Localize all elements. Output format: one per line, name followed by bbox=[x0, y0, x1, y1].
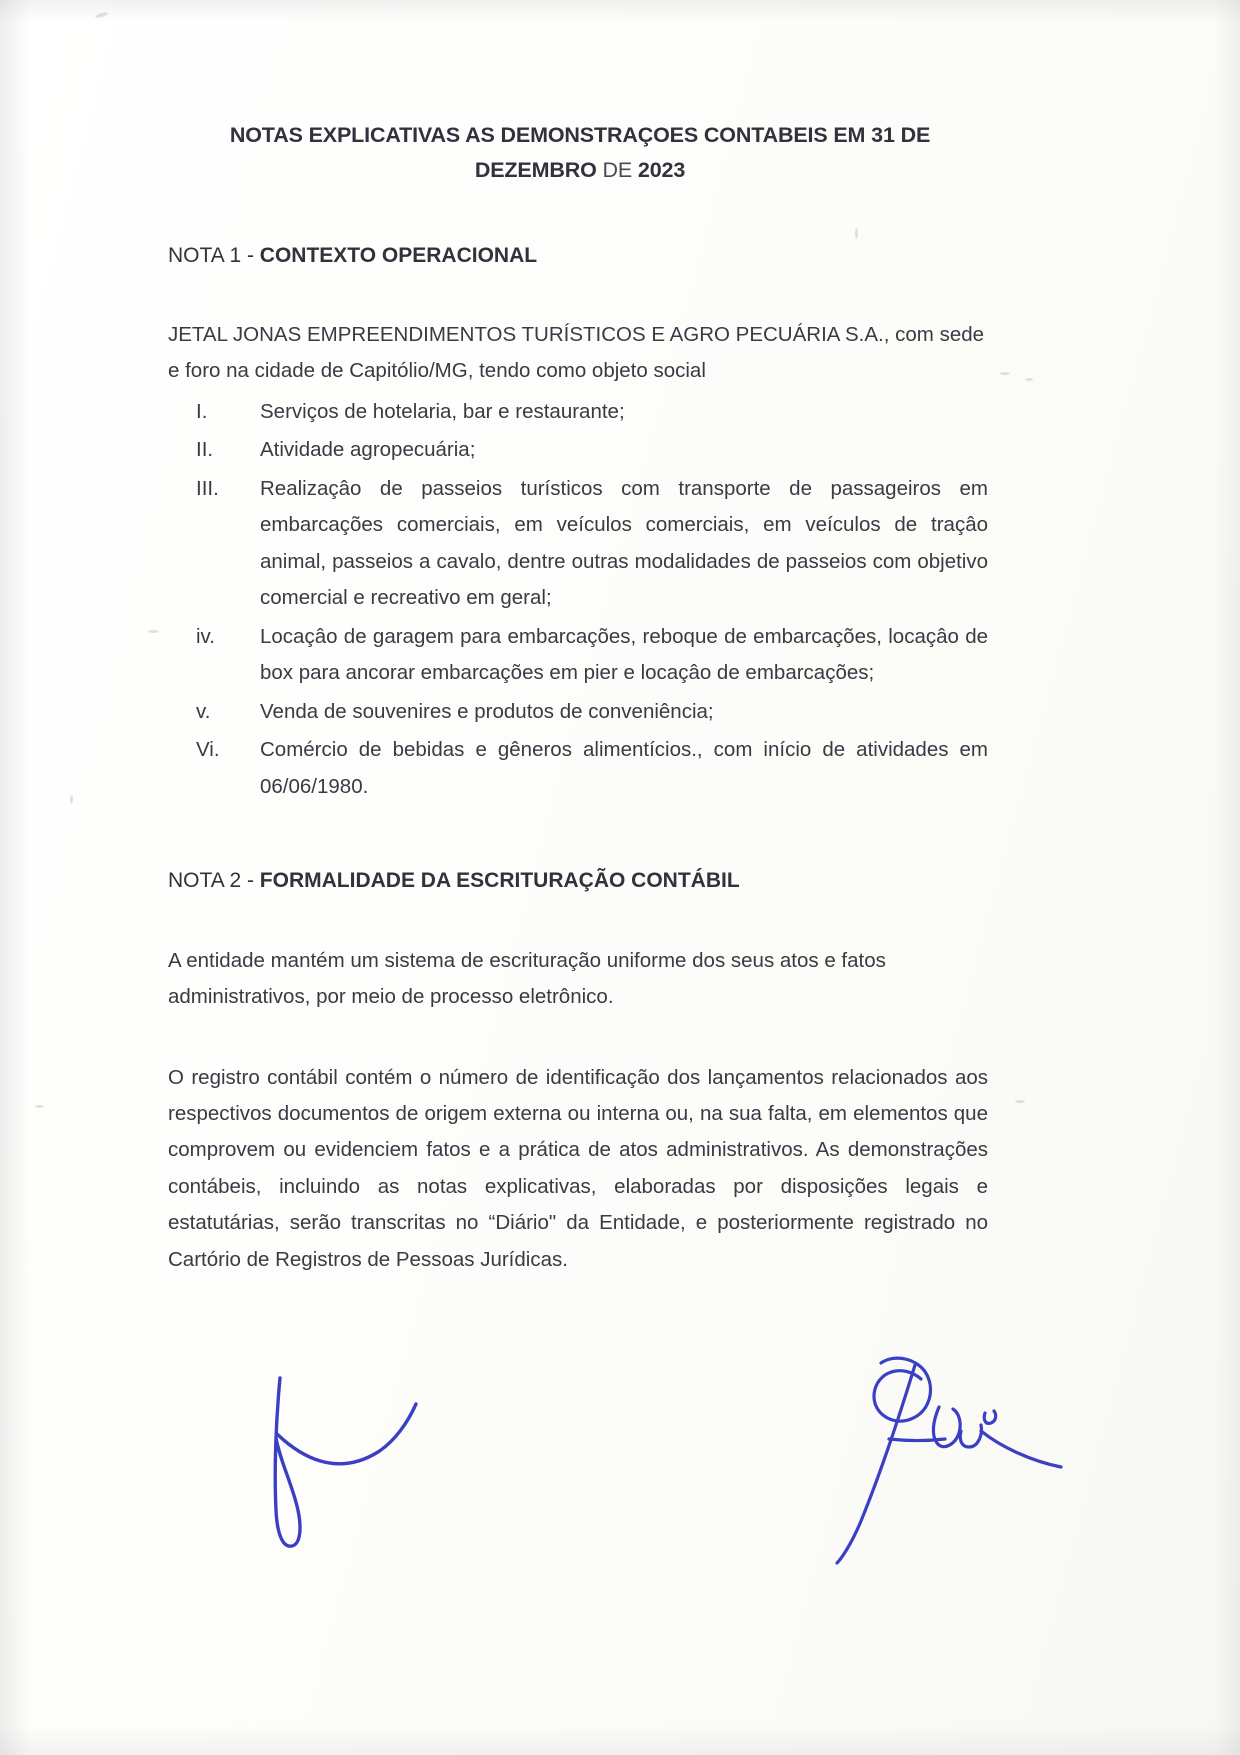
scan-edge-shadow-right bbox=[1214, 0, 1240, 1755]
list-item bbox=[168, 394, 988, 430]
document-content bbox=[168, 0, 988, 1278]
scan-speckle bbox=[95, 11, 109, 19]
list-item-text: Realizaçâo de passeios turísticos com transporte de passageiros em embarcações comerciais, em veículos comerciais, em veículos de traçâo animal, passeios a cavalo, dentre outras modalidades de passeios com objetivo comercial e recreativo em geral; bbox=[260, 476, 988, 610]
nota2-paragraph-1: A entidade mantém um sistema de escrituração uniforme dos seus atos e fatos administrativos, por meio de processo eletrônico. bbox=[168, 948, 886, 1009]
page-title-year: 2023 bbox=[637, 157, 686, 182]
signature-left bbox=[250, 1360, 450, 1600]
nota1-label: NOTA 1 - bbox=[168, 243, 260, 267]
list-item-text: Venda de souvenires e produtos de conveniência; bbox=[260, 699, 714, 723]
list-item-marker: I. bbox=[196, 399, 208, 423]
page-title-de: DE bbox=[596, 157, 638, 182]
list-item-text: Atividade agropecuária; bbox=[260, 438, 476, 462]
list-item bbox=[168, 471, 988, 617]
page-title-line-1: NOTAS EXPLICATIVAS AS DEMONSTRAÇOES CONTABEIS EM 31 DE bbox=[229, 123, 931, 147]
nota2-heading bbox=[168, 867, 988, 894]
list-item bbox=[168, 619, 988, 692]
scan-speckle bbox=[35, 1105, 44, 1108]
scan-speckle bbox=[1025, 378, 1033, 381]
scan-speckle bbox=[70, 795, 73, 804]
list-item bbox=[168, 432, 988, 468]
scan-edge-shadow-left bbox=[0, 0, 30, 1755]
scan-speckle bbox=[1015, 1100, 1025, 1103]
scan-speckle bbox=[148, 630, 159, 633]
list-item-marker: II. bbox=[196, 438, 214, 462]
nota2-title: FORMALIDADE DA ESCRITURAÇÃO CONTÁBIL bbox=[259, 869, 740, 893]
nota2-label: NOTA 2 - bbox=[168, 869, 260, 893]
page-title-line-2 bbox=[180, 153, 980, 188]
list-item bbox=[168, 732, 988, 805]
page-title bbox=[180, 0, 980, 188]
signature-right bbox=[835, 1335, 1065, 1585]
nota1-title: CONTEXTO OPERACIONAL bbox=[259, 243, 538, 267]
list-item-marker: Vi. bbox=[196, 738, 220, 762]
list-item-text: Comércio de bebidas e gêneros alimentícios., com início de atividades em 06/06/1980. bbox=[260, 738, 988, 798]
list-item-text: Serviços de hotelaria, bar e restaurante; bbox=[260, 399, 625, 423]
nota2-paragraph-2: O registro contábil contém o número de identificação dos lançamentos relacionados aos respectivos documentos de origem externa ou interna ou, na sua falta, em elementos que comprovem ou evidenciem fatos e a prática de atos administrativos. As demonstrações contábeis, incluindo as notas explicativas, elaboradas por disposições legais e estatutárias, serão transcritas no “Diário" da Entidade, e posteriormente registrado no Cartório de Registros de Pessoas Jurídicas. bbox=[168, 1065, 988, 1271]
list-item-marker: v. bbox=[196, 699, 211, 723]
scan-speckle bbox=[1000, 372, 1010, 375]
nota1-heading bbox=[168, 242, 988, 269]
list-item-marker: III. bbox=[196, 476, 219, 500]
list-item bbox=[168, 694, 988, 730]
scan-edge-shadow-bottom bbox=[0, 1725, 1240, 1755]
list-item-text: Locaçâo de garagem para embarcações, reboque de embarcações, locaçâo de box para ancorar embarcações em pier e locaçâo de embarcações; bbox=[260, 624, 988, 685]
nota1-intro-paragraph: JETAL JONAS EMPREENDIMENTOS TURÍSTICOS E AGRO PECUÁRIA S.A., com sede e foro na cidade de Capitólio/MG, tendo como objeto social bbox=[168, 322, 985, 383]
list-item-marker: iv. bbox=[196, 624, 215, 648]
page-title-month: DEZEMBRO bbox=[474, 157, 597, 182]
nota1-activities-list bbox=[168, 394, 988, 805]
